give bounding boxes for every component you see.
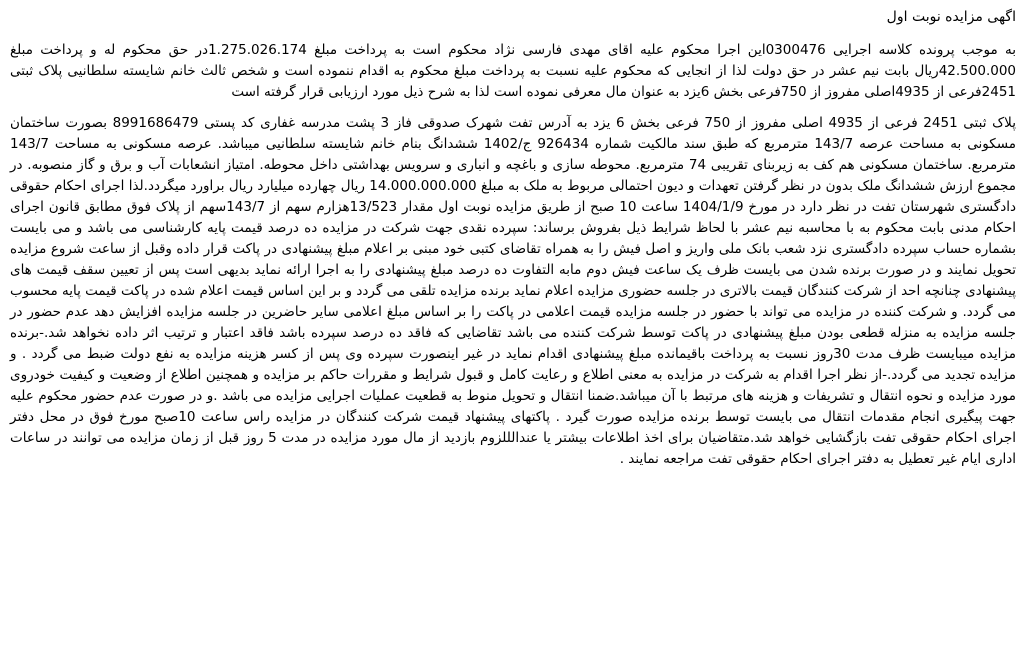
notice-paragraph-details: پلاک ثبتی 2451 فرعی از 4935 اصلی مفروز از 750 فرعی بخش 6 یزد به آدرس تفت شهرک صدوقی فاز 3 پشت مدرسه غفاری کد پستی 8991686479 بصورت ساختمان مسکونی به مساحت عرصه 143/7 مترمربع که طبق سند مالکیت شماره 926434 ج/1402 ششدانگ بنام خانم شایسته سلطانیی میباشد. عرصه مسکونی به مساحت 143/7 مترمربع. ساختمان مسکونی هم کف به زیربنای تقریبی 74 مترمربع. محوطه سازی و باغچه و انباری و سرویس بهداشتی داخل محوطه. امتیاز انشعابات آب و برق و گاز منصوبه. در مجموع ارزش ششدانگ ملک بدون در نظر گرفتن تعهدات و دیون احتمالی مربوط به ملک به مبلغ 14.000.000.000 ریال چهارده میلیارد ریال براورد میگردد.لذا اجرای احکام حقوقی دادگستری شهرستان تفت در نظر دارد در مورخ 1404/1/9 ساعت 10 صبح از طریق مزایده نوبت اول مقدار 13/523هزارم سهم از 143/7سهم از پلاک فوق مطابق قانون اجرای احکام مدنی بابت محکوم به با محاسبه نیم عشر با لحاظ شرایط ذیل بفروش برساند: سپرده نقدی جهت شرکت در مزایده ده درصد قیمت پایه کارشناسی می باشد و می بایست بشماره حساب سپرده دادگستری نزد شعب بانک ملی واریز و اصل فیش را به همراه تقاضای کتبی خود مبنی بر اعلام مبلغ پیشنهادی در پاکت قرار داده وقبل از ساعت شروع مزایده تحویل نمایند و در صورت برنده شدن می بایست ظرف یک ساعت فیش دوم مابه التفاوت ده درصد مبلغ پیشنهادی را به اجرا ارائه نماید بدیهی است پس از تعیین سقف قیمت های پیشنهادی چنانچه احد از شرکت کنندگان قیمت بالاتری در جلسه حضوری مزایده اعلام نماید برنده مزایده تلقی می گردد و بر این اساس قیمت اعلام شده در پاکت قیمت پایه محسوب می گردد. و شرکت کننده در مزایده می تواند با حضور در جلسه مزایده قیمت اعلامی در پاکت را بر اساس مبلغ اعلامی سایر حاضرین در جلسه مزایده افزایش دهد عدم حضور در جلسه مزایده به منزله قطعی بودن مبلغ پیشنهادی در پاکت توسط شرکت کننده می باشد تقاضایی که فاقد ده درصد سپرده باشد فاقد اعتبار و ترتیب اثر داده نخواهد شد.-برنده مزایده میبایست ظرف مدت 30روز نسبت به پرداخت باقیمانده مبلغ پیشنهادی اقدام نماید در غیر اینصورت سپرده وی پس از کسر هزینه مزایده به نفع دولت ضبط می گردد . و مزایده تجدید می گردد.-از نظر اجرا اقدام به شرکت در مزایده به معنی اطلاع و رعایت کامل و قبول شرایط و مقررات حاکم بر مزایده و همچنین اطلاع از وضعیت و کیفیت خودروی مورد مزایده و نحوه انتقال و تشریفات و هزینه های مرتبط با آن میباشد.ضمنا انتقال و تحویل منوط به قطعیت عملیات اجرایی مزایده می باشد .و در صورت عدم حضور محکوم علیه جهت پیگیری انجام مقدمات انتقال می بایست توسط برنده مزایده صورت گیرد . پاکتهای پیشنهاد قیمت شرکت کنندگان در مزایده راس ساعت 10صبح مورخ فوق در محل دفتر اجرای احکام حقوقی تفت بازگشایی خواهد شد.متقاضیان برای اخذ اطلاعات بیشتر یا عندالللزوم بازدید از مال مورد مزایده در مدت 5 روز قبل از زمان مزایده می توانند در ساعات اداری ایام غیر تعطیل به دفتر اجرای احکام حقوقی تفت مراجعه نمایند . bbox=[10, 115, 1017, 467]
notice-paragraph-intro: به موجب پرونده کلاسه اجرایی 0300476این اجرا محکوم علیه اقای مهدی فارسی نژاد محکوم است به پرداخت مبلغ 1.275.026.174در حق محکوم له و پرداخت مبلغ 42.500.000ریال بابت نیم عشر در حق دولت لذا از انجایی که محکوم علیه نسبت به پرداخت مبلغ محکوم به اقدام ننموده است و شخص ثالث خانم شایسته سلطانیی پلاک ثبتی 2451فرعی از 4935اصلی مفروز از 750فرعی بخش 6یزد به عنوان مال معرفی نموده است لذا به شرح ذیل مورد ارزیابی قرار گرفته است bbox=[10, 42, 1017, 100]
notice-title: اگهی مزایده نوبت اول bbox=[886, 9, 1016, 25]
